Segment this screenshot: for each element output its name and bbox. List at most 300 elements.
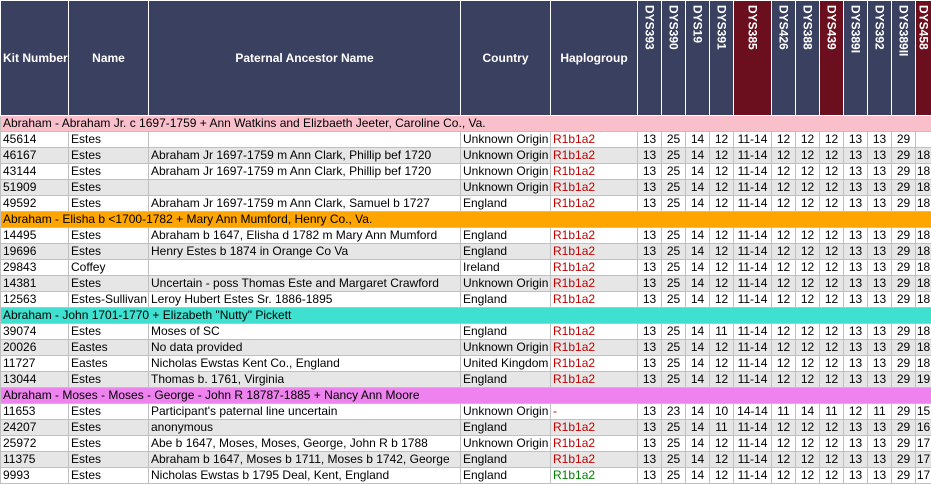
marker-value-cell: 11-14 <box>734 260 772 276</box>
haplogroup-cell: R1b1a2 <box>551 324 638 340</box>
country-cell: England <box>461 452 551 468</box>
marker-value-cell: 29 <box>892 404 916 420</box>
ancestor-cell <box>149 260 461 276</box>
column-header-kit-number[interactable]: Kit Number <box>1 1 69 116</box>
kit-number-cell: 19696 <box>1 244 69 260</box>
marker-value-cell: 12 <box>820 148 844 164</box>
marker-value-cell: 25 <box>662 340 686 356</box>
marker-value-cell: 25 <box>662 244 686 260</box>
marker-value-cell: 14 <box>686 452 710 468</box>
marker-value-cell: 14 <box>686 404 710 420</box>
table-header <box>1 1 931 116</box>
marker-value-cell: 13 <box>844 196 868 212</box>
marker-value-cell: 12 <box>710 276 734 292</box>
marker-value-cell: 25 <box>662 292 686 308</box>
column-header-country[interactable]: Country <box>461 1 551 116</box>
marker-value-cell: 11-14 <box>734 228 772 244</box>
marker-value-cell: 13 <box>844 260 868 276</box>
marker-value-cell: 12 <box>772 244 796 260</box>
marker-value-cell: 25 <box>662 148 686 164</box>
marker-value-cell: 14 <box>686 148 710 164</box>
marker-value-cell: 12 <box>710 452 734 468</box>
table-row[interactable] <box>1 244 931 260</box>
marker-value-cell: 14 <box>686 420 710 436</box>
marker-value-cell: 18 <box>916 260 931 276</box>
marker-value-cell: 11 <box>868 404 892 420</box>
name-cell: Estes <box>69 180 149 196</box>
table-row[interactable] <box>1 356 931 372</box>
marker-value-cell: 11 <box>772 404 796 420</box>
ancestor-cell <box>149 180 461 196</box>
haplogroup-cell: R1b1a2 <box>551 228 638 244</box>
marker-value-cell: 29 <box>892 244 916 260</box>
ancestor-cell: Nicholas Ewstas b 1795 Deal, Kent, England <box>149 468 461 484</box>
country-cell: England <box>461 420 551 436</box>
marker-value-cell: 14 <box>686 468 710 484</box>
marker-value-cell: 13 <box>638 452 662 468</box>
name-cell: Estes <box>69 196 149 212</box>
marker-value-cell: 12 <box>796 452 820 468</box>
marker-value-cell: 25 <box>662 452 686 468</box>
marker-value-cell: 13 <box>868 228 892 244</box>
marker-value-cell: 13 <box>638 420 662 436</box>
marker-value-cell: 12 <box>796 164 820 180</box>
marker-value-cell: 13 <box>638 292 662 308</box>
kit-number-cell: 9993 <box>1 468 69 484</box>
haplogroup-cell: R1b1a2 <box>551 180 638 196</box>
column-header-marker[interactable] <box>772 1 796 116</box>
name-cell: Coffey <box>69 260 149 276</box>
marker-value-cell: 12 <box>796 132 820 148</box>
table-row[interactable] <box>1 340 931 356</box>
marker-value-cell: 29 <box>892 468 916 484</box>
marker-value-cell: 14-14 <box>734 404 772 420</box>
marker-value-cell: 14 <box>686 228 710 244</box>
marker-value-cell: 25 <box>662 356 686 372</box>
marker-value-cell: 12 <box>710 356 734 372</box>
name-cell: Eastes <box>69 356 149 372</box>
marker-label: DYS388 <box>801 5 815 50</box>
ancestor-cell: Abe b 1647, Moses, Moses, George, John R b 1788 <box>149 436 461 452</box>
column-header-name[interactable]: Name <box>69 1 149 116</box>
ancestor-cell: Abraham Jr 1697-1759 m Ann Clark, Phillip bef 1720 <box>149 164 461 180</box>
kit-number-cell: 39074 <box>1 324 69 340</box>
marker-value-cell: 13 <box>868 132 892 148</box>
marker-value-cell: 25 <box>662 324 686 340</box>
name-cell: Estes-Sullivan <box>69 292 149 308</box>
marker-value-cell: 13 <box>638 356 662 372</box>
column-header-marker[interactable] <box>892 1 916 116</box>
marker-value-cell: 17 <box>916 452 931 468</box>
name-cell: Estes <box>69 468 149 484</box>
haplogroup-cell: R1b1a2 <box>551 196 638 212</box>
name-cell: Estes <box>69 436 149 452</box>
marker-value-cell: 12 <box>796 356 820 372</box>
marker-value-cell: 18 <box>916 164 931 180</box>
column-header-marker[interactable] <box>916 1 931 116</box>
marker-value-cell: 13 <box>638 372 662 388</box>
column-header-marker[interactable] <box>820 1 844 116</box>
table-row[interactable] <box>1 436 931 452</box>
table-row[interactable] <box>1 292 931 308</box>
marker-value-cell: 12 <box>796 276 820 292</box>
marker-label: DYS19 <box>691 5 705 43</box>
ancestor-cell: Henry Estes b 1874 in Orange Co Va <box>149 244 461 260</box>
column-header-haplogroup[interactable]: Haplogroup <box>551 1 638 116</box>
haplogroup-cell: - <box>551 404 638 420</box>
marker-value-cell: 13 <box>844 468 868 484</box>
marker-value-cell: 12 <box>820 468 844 484</box>
marker-value-cell: 13 <box>868 436 892 452</box>
table-row[interactable] <box>1 404 931 420</box>
marker-label: DYS426 <box>777 5 791 50</box>
marker-value-cell: 11-14 <box>734 180 772 196</box>
marker-value-cell: 13 <box>638 436 662 452</box>
table-row[interactable] <box>1 148 931 164</box>
marker-value-cell: 14 <box>686 324 710 340</box>
marker-value-cell: 12 <box>796 436 820 452</box>
name-cell: Estes <box>69 148 149 164</box>
marker-value-cell: 12 <box>820 356 844 372</box>
marker-value-cell: 13 <box>638 324 662 340</box>
marker-value-cell: 12 <box>710 164 734 180</box>
marker-value-cell: 12 <box>820 340 844 356</box>
kit-number-cell: 51909 <box>1 180 69 196</box>
marker-value-cell: 13 <box>844 276 868 292</box>
marker-value-cell: 18 <box>916 148 931 164</box>
country-cell: England <box>461 244 551 260</box>
marker-value-cell: 11-14 <box>734 196 772 212</box>
marker-value-cell: 12 <box>772 180 796 196</box>
marker-value-cell: 14 <box>686 244 710 260</box>
ancestor-cell: Abraham b 1647, Elisha d 1782 m Mary Ann Mumford <box>149 228 461 244</box>
country-cell: Unknown Origin <box>461 340 551 356</box>
column-header-marker[interactable] <box>796 1 820 116</box>
kit-number-cell: 11727 <box>1 356 69 372</box>
marker-value-cell: 29 <box>892 340 916 356</box>
marker-value-cell: 12 <box>796 244 820 260</box>
name-cell: Eastes <box>69 340 149 356</box>
marker-value-cell: 13 <box>868 276 892 292</box>
marker-value-cell: 12 <box>772 324 796 340</box>
ancestor-cell: Thomas b. 1761, Virginia <box>149 372 461 388</box>
haplogroup-cell: R1b1a2 <box>551 468 638 484</box>
marker-value-cell: 11-14 <box>734 340 772 356</box>
ancestor-cell: Abraham Jr 1697-1759 m Ann Clark, Samuel b 1727 <box>149 196 461 212</box>
marker-value-cell: 13 <box>844 164 868 180</box>
marker-value-cell: 29 <box>892 276 916 292</box>
marker-value-cell: 14 <box>686 436 710 452</box>
marker-value-cell: 25 <box>662 468 686 484</box>
kit-number-cell: 46167 <box>1 148 69 164</box>
marker-value-cell: 14 <box>686 276 710 292</box>
marker-value-cell: 18 <box>916 356 931 372</box>
marker-value-cell: 12 <box>710 468 734 484</box>
marker-value-cell: 14 <box>686 196 710 212</box>
column-header-paternal-ancestor[interactable]: Paternal Ancestor Name <box>149 1 461 116</box>
marker-value-cell: 13 <box>868 260 892 276</box>
table-row[interactable] <box>1 372 931 388</box>
marker-value-cell: 12 <box>772 468 796 484</box>
table-row[interactable] <box>1 420 931 436</box>
group-header-row <box>1 212 931 228</box>
marker-value-cell: 18 <box>916 228 931 244</box>
kit-number-cell: 14495 <box>1 228 69 244</box>
ancestor-cell: Abraham b 1647, Moses b 1711, Moses b 1742, George <box>149 452 461 468</box>
group-title: Abraham - John 1701-1770 + Elizabeth "Nutty" Pickett <box>1 308 931 324</box>
marker-value-cell: 12 <box>710 228 734 244</box>
column-header-marker[interactable] <box>734 1 772 116</box>
marker-value-cell: 13 <box>638 340 662 356</box>
marker-value-cell: 13 <box>844 324 868 340</box>
marker-value-cell: 12 <box>772 292 796 308</box>
marker-value-cell: 15 <box>916 404 931 420</box>
marker-value-cell: 29 <box>892 228 916 244</box>
marker-value-cell: 16 <box>916 420 931 436</box>
marker-value-cell: 13 <box>638 132 662 148</box>
marker-value-cell: 12 <box>820 228 844 244</box>
column-header-marker[interactable] <box>638 1 662 116</box>
haplogroup-cell: R1b1a2 <box>551 436 638 452</box>
name-cell: Estes <box>69 132 149 148</box>
marker-value-cell: 13 <box>638 244 662 260</box>
marker-value-cell: 12 <box>772 452 796 468</box>
table-row[interactable] <box>1 180 931 196</box>
marker-value-cell: 12 <box>710 148 734 164</box>
marker-value-cell: 18 <box>916 276 931 292</box>
marker-value-cell: 29 <box>892 180 916 196</box>
marker-value-cell: 12 <box>820 276 844 292</box>
marker-value-cell: 12 <box>796 148 820 164</box>
marker-value-cell: 13 <box>868 452 892 468</box>
marker-value-cell: 13 <box>638 196 662 212</box>
country-cell: Unknown Origin <box>461 148 551 164</box>
kit-number-cell: 11375 <box>1 452 69 468</box>
haplogroup-cell: R1b1a2 <box>551 164 638 180</box>
group-header-row <box>1 116 931 132</box>
table-row[interactable] <box>1 260 931 276</box>
column-header-marker[interactable] <box>710 1 734 116</box>
marker-value-cell: 13 <box>844 292 868 308</box>
marker-value-cell: 12 <box>796 340 820 356</box>
name-cell: Estes <box>69 164 149 180</box>
marker-value-cell: 25 <box>662 132 686 148</box>
marker-label: DYS389II <box>897 5 911 56</box>
kit-number-cell: 20026 <box>1 340 69 356</box>
marker-value-cell: 18 <box>916 196 931 212</box>
marker-value-cell: 12 <box>820 196 844 212</box>
haplogroup-cell: R1b1a2 <box>551 260 638 276</box>
marker-value-cell: 13 <box>868 324 892 340</box>
name-cell: Estes <box>69 228 149 244</box>
marker-value-cell: 12 <box>796 372 820 388</box>
ancestor-cell: No data provided <box>149 340 461 356</box>
marker-value-cell: 14 <box>686 292 710 308</box>
marker-value-cell: 12 <box>844 404 868 420</box>
country-cell: Unknown Origin <box>461 132 551 148</box>
marker-value-cell: 13 <box>868 292 892 308</box>
marker-value-cell: 12 <box>710 292 734 308</box>
marker-label: DYS389I <box>849 5 863 53</box>
marker-value-cell: 29 <box>892 324 916 340</box>
country-cell: Unknown Origin <box>461 436 551 452</box>
ancestor-cell: Moses of SC <box>149 324 461 340</box>
marker-value-cell: 12 <box>796 228 820 244</box>
marker-value-cell: 25 <box>662 228 686 244</box>
marker-value-cell: 13 <box>844 452 868 468</box>
country-cell: Ireland <box>461 260 551 276</box>
marker-value-cell: 12 <box>772 196 796 212</box>
marker-value-cell: 17 <box>916 468 931 484</box>
country-cell: England <box>461 372 551 388</box>
marker-value-cell: 29 <box>892 196 916 212</box>
marker-value-cell: 12 <box>820 452 844 468</box>
marker-value-cell: 13 <box>844 356 868 372</box>
marker-value-cell: 25 <box>662 436 686 452</box>
marker-value-cell: 12 <box>820 132 844 148</box>
marker-value-cell: 12 <box>796 260 820 276</box>
marker-label: DYS393 <box>643 5 657 50</box>
marker-value-cell: 12 <box>796 196 820 212</box>
name-cell: Estes <box>69 276 149 292</box>
marker-value-cell: 12 <box>772 340 796 356</box>
table-row[interactable] <box>1 228 931 244</box>
marker-value-cell: 12 <box>820 180 844 196</box>
marker-value-cell: 10 <box>710 404 734 420</box>
marker-value-cell: 25 <box>662 276 686 292</box>
ancestor-cell: Nicholas Ewstas Kent Co., England <box>149 356 461 372</box>
kit-number-cell: 43144 <box>1 164 69 180</box>
marker-value-cell: 12 <box>710 260 734 276</box>
marker-value-cell: 14 <box>686 132 710 148</box>
ancestor-cell: Uncertain - poss Thomas Este and Margaret Crawford <box>149 276 461 292</box>
table-row[interactable] <box>1 132 931 148</box>
marker-value-cell: 25 <box>662 260 686 276</box>
marker-value-cell: 12 <box>710 196 734 212</box>
marker-value-cell: 11-14 <box>734 452 772 468</box>
column-header-marker[interactable] <box>662 1 686 116</box>
marker-label: DYS385 <box>746 5 760 50</box>
marker-value-cell: 11-14 <box>734 420 772 436</box>
marker-value-cell: 29 <box>892 164 916 180</box>
haplogroup-cell: R1b1a2 <box>551 132 638 148</box>
group-header-row <box>1 388 931 404</box>
marker-value-cell: 13 <box>844 340 868 356</box>
marker-value-cell: 29 <box>892 132 916 148</box>
marker-value-cell: 12 <box>710 436 734 452</box>
marker-value-cell: 12 <box>772 276 796 292</box>
marker-value-cell: 14 <box>686 340 710 356</box>
marker-value-cell: 12 <box>710 340 734 356</box>
marker-value-cell: 13 <box>868 244 892 260</box>
country-cell: England <box>461 228 551 244</box>
marker-value-cell: 13 <box>868 420 892 436</box>
group-header-row <box>1 308 931 324</box>
country-cell: Unknown Origin <box>461 276 551 292</box>
marker-value-cell: 12 <box>820 292 844 308</box>
ancestor-cell: Abraham Jr 1697-1759 m Ann Clark, Phillip bef 1720 <box>149 148 461 164</box>
marker-value-cell: 14 <box>796 404 820 420</box>
marker-value-cell: 13 <box>868 164 892 180</box>
column-header-marker[interactable] <box>844 1 868 116</box>
table-row[interactable] <box>1 196 931 212</box>
column-header-marker[interactable] <box>686 1 710 116</box>
marker-value-cell: 11-14 <box>734 372 772 388</box>
table-row[interactable] <box>1 276 931 292</box>
haplogroup-cell: R1b1a2 <box>551 452 638 468</box>
table-row[interactable] <box>1 452 931 468</box>
haplogroup-cell: R1b1a2 <box>551 276 638 292</box>
marker-value-cell: 13 <box>844 436 868 452</box>
ancestor-cell <box>149 132 461 148</box>
marker-value-cell: 12 <box>796 324 820 340</box>
marker-value-cell: 12 <box>772 260 796 276</box>
country-cell: Unknown Origin <box>461 164 551 180</box>
name-cell: Estes <box>69 420 149 436</box>
kit-number-cell: 11653 <box>1 404 69 420</box>
kit-number-cell: 12563 <box>1 292 69 308</box>
marker-value-cell: 18 <box>916 292 931 308</box>
kit-number-cell: 24207 <box>1 420 69 436</box>
column-header-marker[interactable] <box>868 1 892 116</box>
marker-label: DYS390 <box>667 5 681 50</box>
marker-value-cell: 12 <box>772 164 796 180</box>
marker-value-cell <box>916 132 931 148</box>
group-title: Abraham - Elisha b <1700-1782 + Mary Ann Mumford, Henry Co., Va. <box>1 212 931 228</box>
marker-value-cell: 11-14 <box>734 436 772 452</box>
marker-value-cell: 29 <box>892 452 916 468</box>
marker-value-cell: 12 <box>710 372 734 388</box>
marker-value-cell: 12 <box>772 436 796 452</box>
haplogroup-cell: R1b1a2 <box>551 340 638 356</box>
marker-value-cell: 12 <box>820 420 844 436</box>
table-row[interactable] <box>1 324 931 340</box>
marker-value-cell: 13 <box>638 404 662 420</box>
country-cell: England <box>461 468 551 484</box>
haplogroup-cell: R1b1a2 <box>551 420 638 436</box>
marker-value-cell: 11-14 <box>734 468 772 484</box>
marker-value-cell: 13 <box>844 228 868 244</box>
marker-value-cell: 13 <box>638 260 662 276</box>
marker-value-cell: 11-14 <box>734 148 772 164</box>
marker-value-cell: 12 <box>772 420 796 436</box>
table-row[interactable] <box>1 164 931 180</box>
group-title: Abraham - Moses - Moses - George - John R 18787-1885 + Nancy Ann Moore <box>1 388 931 404</box>
country-cell: Unknown Origin <box>461 404 551 420</box>
marker-label: DYS439 <box>825 5 839 50</box>
marker-value-cell: 25 <box>662 180 686 196</box>
marker-value-cell: 13 <box>868 148 892 164</box>
marker-value-cell: 25 <box>662 372 686 388</box>
marker-value-cell: 12 <box>796 468 820 484</box>
marker-value-cell: 14 <box>686 180 710 196</box>
haplogroup-cell: R1b1a2 <box>551 292 638 308</box>
group-title: Abraham - Abraham Jr. c 1697-1759 + Ann Watkins and Elizbaeth Jeeter, Caroline Co., Va. <box>1 116 931 132</box>
marker-value-cell: 29 <box>892 436 916 452</box>
marker-value-cell: 18 <box>916 340 931 356</box>
haplogroup-cell: R1b1a2 <box>551 148 638 164</box>
table-row[interactable] <box>1 468 931 484</box>
marker-value-cell: 11 <box>710 420 734 436</box>
marker-value-cell: 11-14 <box>734 244 772 260</box>
country-cell: England <box>461 324 551 340</box>
marker-value-cell: 12 <box>820 372 844 388</box>
marker-value-cell: 12 <box>820 260 844 276</box>
marker-value-cell: 12 <box>710 132 734 148</box>
marker-value-cell: 13 <box>638 164 662 180</box>
marker-value-cell: 13 <box>868 372 892 388</box>
marker-value-cell: 12 <box>796 420 820 436</box>
